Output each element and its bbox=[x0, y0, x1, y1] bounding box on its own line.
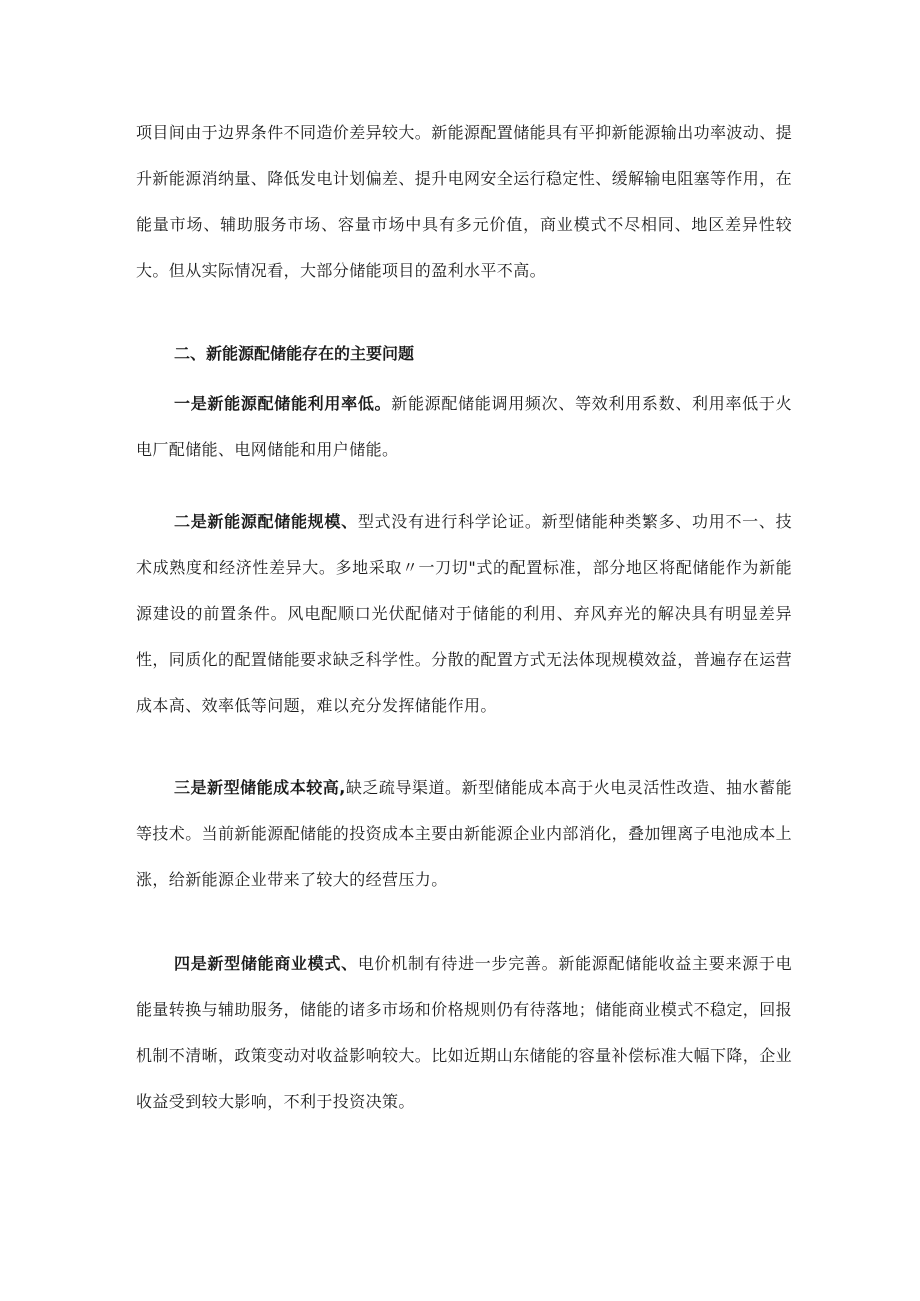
point-body-3: 缺乏疏导渠道。新型储能成本高于火电灵活性改造、抽水蓄能等技术。当前新能源配储能的投资成本主要由新能源企业内部消化，叠加锂离子电池成本上涨，给新能源企业带来了较大的经营压力。 bbox=[136, 778, 793, 889]
intro-paragraph: 项目间由于边界条件不同造价差异较大。新能源配置储能具有平抑新能源输出功率波动、提升新能源消纳量、降低发电计划偏差、提升电网安全运行稳定性、缓解输电阻塞等作用，在能量市场、辅助服务市场、容量市场中具有多元价值，商业模式不尽相同、地区差异性较大。但从实际情况看，大部分储能项目的盈利水平不高。 bbox=[136, 123, 793, 280]
point-lead-4: 四是新型储能商业模式、 bbox=[174, 954, 358, 973]
point-paragraph-2 bbox=[136, 499, 792, 729]
point-paragraph-3 bbox=[136, 765, 792, 903]
point-paragraph-4 bbox=[136, 941, 792, 1125]
point-lead-2: 二是新能源配储能规模、 bbox=[174, 512, 358, 531]
point-body-1: 新能源配储能调用频次、等效利用系数、利用率低于火电厂配储能、电网储能和用户储能。 bbox=[136, 394, 792, 459]
section-heading: 二、新能源配储能存在的主要问题 bbox=[174, 344, 415, 363]
point-body-4: 电价机制有待进一步完善。新能源配储能收益主要来源于电能量转换与辅助服务，储能的诸多市场和价格规则仍有待落地；储能商业模式不稳定，回报机制不清晰，政策变动对收益影响较大。比如近期山东储能的容量补偿标准大幅下降，企业收益受到较大影响，不利于投资决策。 bbox=[136, 954, 793, 1111]
point-body-2: 型式没有进行科学论证。新型储能种类繁多、功用不一、技术成熟度和经济性差异大。多地采取〃一刀切"式的配置标准，部分地区将配储能作为新能源建设的前置条件。风电配顺口光伏配储对于储能的利用、弃风弃光的解决具有明显差异性，同质化的配置储能要求缺乏科学性。分散的配置方式无法体现规模效益，普遍存在运营成本高、效率低等问题，难以充分发挥储能作用。 bbox=[136, 512, 793, 715]
point-lead-3: 三是新型储能成本较高, bbox=[174, 778, 346, 797]
point-lead-1: 一是新能源配储能利用率低。 bbox=[174, 394, 392, 413]
point-paragraph-1 bbox=[136, 381, 792, 473]
